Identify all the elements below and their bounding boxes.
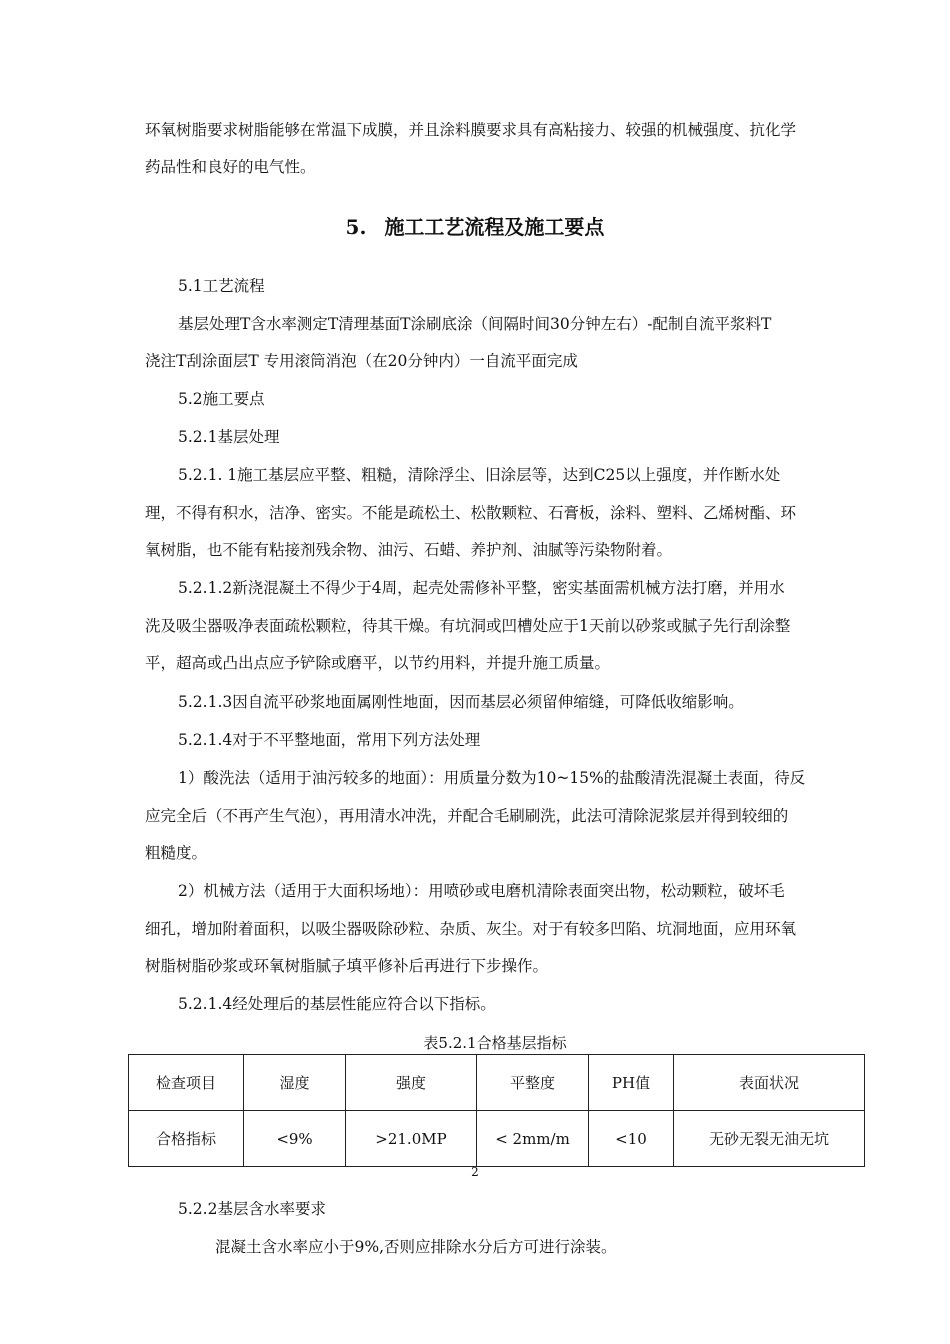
- table-header-cell: PH值: [589, 1055, 674, 1111]
- heading-5-2-2: 5.2.2基层含水率要求: [178, 1200, 326, 1218]
- para-5214b: 5.2.1.4经处理后的基层性能应符合以下指标。: [178, 995, 496, 1013]
- section-title: 施工工艺流程及施工要点: [384, 215, 605, 239]
- para-5211-line-1: 5.2.1. 1施工基层应平整、粗糙，清除浮尘、旧涂层等，达到C25以上强度，并作断水处: [178, 466, 781, 484]
- para-5213: 5.2.1.3因自流平砂浆地面属刚性地面，因而基层必须留伸缩缝，可降低收缩影响。: [178, 693, 744, 711]
- intro-line-1: 环氧树脂要求树脂能够在常温下成膜，并且涂料膜要求具有高粘接力、较强的机械强度、抗化学: [145, 121, 797, 139]
- table-cell: <10: [589, 1111, 674, 1167]
- table-header-cell: 表面状况: [674, 1055, 865, 1111]
- table-row: [129, 1111, 865, 1167]
- moisture-text: 混凝土含水率应小于9%,否则应排除水分后方可进行涂装。: [215, 1238, 617, 1256]
- heading-5-2: 5.2施工要点: [178, 390, 265, 408]
- table-cell: <9%: [244, 1111, 346, 1167]
- table-header-row: [129, 1055, 865, 1111]
- table-header-cell: 检查项目: [129, 1055, 244, 1111]
- page-number: 2: [471, 1165, 479, 1179]
- method-2-line-1: 2）机械方法（适用于大面积场地）：用喷砂或电磨机清除表面突出物，松动颗粒，破坏毛: [178, 882, 785, 900]
- method-1-line-3: 粗糙度。: [145, 844, 208, 862]
- method-2-line-3: 树脂树脂砂浆或环氧树脂腻子填平修补后再进行下步操作。: [145, 957, 549, 975]
- table-caption: 表5.2.1合格基层指标: [423, 1034, 567, 1052]
- para-5211-line-3: 氧树脂，也不能有粘接剂残余物、油污、石蜡、养护剂、油腻等污染物附着。: [145, 541, 673, 559]
- heading-5-2-1: 5.2.1基层处理: [178, 428, 280, 446]
- table-header-cell: 湿度: [244, 1055, 346, 1111]
- para-5214: 5.2.1.4对于不平整地面，常用下列方法处理: [178, 731, 481, 749]
- para-5212-line-2: 洗及吸尘器吸净表面疏松颗粒，待其干燥。有坑洞或凹槽处应于1天前以砂浆或腻子先行刮涂整: [145, 617, 791, 635]
- method-1-line-1: 1）酸洗法（适用于油污较多的地面）：用质量分数为10~15%的盐酸清洗混凝土表面，待反: [178, 769, 806, 787]
- table-header-cell: 强度: [346, 1055, 477, 1111]
- method-1-line-2: 应完全后（不再产生气泡），再用清水冲洗，并配合毛刷刷洗，此法可清除泥浆层并得到较细的: [145, 807, 789, 825]
- heading-5-1: 5.1工艺流程: [178, 277, 265, 295]
- table-cell: >21.0MP: [346, 1111, 477, 1167]
- para-5212-line-3: 平，超高或凸出点应予铲除或磨平，以节约用料，并提升施工质量。: [145, 654, 611, 672]
- para-5211-line-2: 理，不得有积水，洁净、密实。不能是疏松土、松散颗粒、石膏板，涂料、塑料、乙烯树酯、环: [145, 504, 797, 522]
- section-number: 5.: [345, 215, 367, 239]
- method-2-line-2: 细孔，增加附着面积，以吸尘器吸除砂粒、杂质、灰尘。对于有较多凹陷、坑洞地面，应用环氧: [145, 920, 797, 938]
- table-header-cell: 平整度: [477, 1055, 589, 1111]
- table-cell: 合格指标: [129, 1111, 244, 1167]
- intro-line-2: 药品性和良好的电气性。: [145, 158, 316, 176]
- table-cell: 无砂无裂无油无坑: [674, 1111, 865, 1167]
- table-cell: < 2mm/m: [477, 1111, 589, 1167]
- flow-line-1: 基层处理T含水率测定T清理基面T涂刷底涂（间隔时间30分钟左右）-配制自流平浆料T: [178, 315, 772, 333]
- section-heading: [0, 212, 950, 242]
- qualified-base-table: [128, 1054, 865, 1167]
- para-5212-line-1: 5.2.1.2新浇混凝土不得少于4周，起壳处需修补平整，密实基面需机械方法打磨，并用水: [178, 579, 785, 597]
- flow-line-2: 浇注T刮涂面层T 专用滚筒消泡（在20分钟内）一自流平面完成: [145, 352, 578, 370]
